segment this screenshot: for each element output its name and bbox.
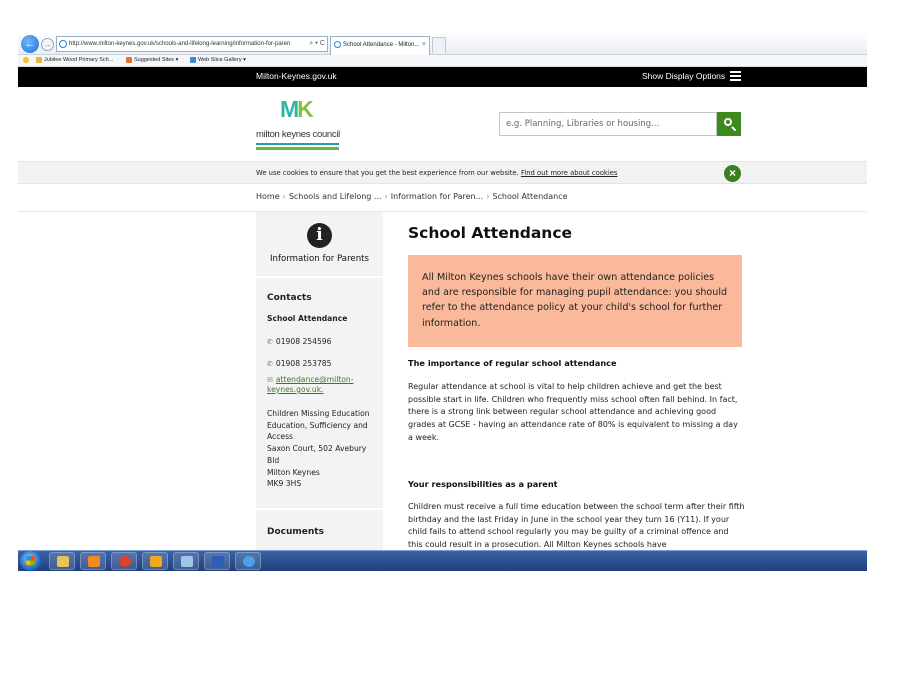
site-favicon-icon (59, 40, 67, 48)
taskbar-internet-explorer[interactable] (235, 552, 261, 570)
new-tab-button[interactable] (432, 37, 446, 53)
sidebar (256, 212, 383, 571)
hamburger-icon[interactable] (730, 71, 741, 82)
search-input[interactable]: e.g. Planning, Libraries or housing... (499, 112, 717, 136)
file-explorer-icon (57, 556, 69, 567)
contact-address: Children Missing Education Education, Sufficiency and Access Saxon Court, 502 Avebury Bld Milton Keynes MK9 3HS (267, 409, 370, 489)
sidebar-heading[interactable]: Information for Parents (269, 254, 369, 264)
url-text: http://www.milton-keynes.gov.uk/schools-and-lifelong-learning/information-for-paren (69, 41, 291, 47)
section-importance-text: Regular attendance at school is vital to help children achieve and get the best possible start in life. Children who frequently miss school often fall behind. In fact, there is a strong link between regular school attendance and achieving good grades at GCSE - having an attendance rate of 80% is equivalent to missing a day a week. (408, 382, 738, 442)
address-bar[interactable] (56, 36, 328, 52)
favorite-web-slice-gallery[interactable]: Web Slice Gallery ▾ (190, 55, 246, 66)
folders-icon (181, 556, 193, 567)
section-importance-title: The importance of regular school attendance (408, 358, 617, 368)
breadcrumb-home[interactable]: Home (256, 192, 280, 201)
favorites-bar (18, 55, 867, 67)
cookie-close-icon[interactable]: × (724, 165, 741, 182)
cookie-message: We use cookies to ensure that you get the best experience from our website. Find out more about cookies (256, 169, 618, 177)
back-button[interactable]: ← (21, 35, 39, 53)
page-title: School Attendance (408, 224, 573, 242)
display-options-link[interactable]: Show Display Options (642, 71, 726, 81)
taskbar-word[interactable] (204, 552, 230, 570)
email-link[interactable]: attendance@milton-keynes.gov.uk. (267, 375, 354, 394)
phone-1[interactable]: ✆ 01908 254596 (267, 337, 332, 346)
tab-close-icon[interactable]: × (421, 41, 426, 48)
info-icon: i (307, 223, 332, 248)
screenshot-frame (18, 25, 867, 571)
browser-toolbar (18, 33, 867, 55)
address-tools[interactable]: ⌕ ▾ C (307, 37, 325, 51)
folder-icon (36, 57, 42, 63)
word-icon (212, 556, 224, 567)
phone-icon: ✆ (267, 360, 273, 368)
council-name: milton keynes council (256, 129, 340, 140)
breadcrumb-current: School Attendance (492, 192, 568, 201)
favorites-star-icon[interactable] (23, 55, 31, 66)
contacts-title: Contacts (267, 293, 312, 303)
documents-title: Documents (267, 527, 324, 537)
forward-button[interactable]: → (41, 38, 54, 51)
windows-logo-icon (26, 556, 35, 565)
search-icon (724, 118, 732, 126)
site-top-bar (18, 67, 867, 87)
media-player-icon (88, 556, 100, 567)
cookie-info-link[interactable]: Find out more about cookies (520, 169, 618, 177)
windows-taskbar (18, 550, 867, 571)
breadcrumb-schools[interactable]: Schools and Lifelong ... (288, 192, 382, 201)
council-logo[interactable] (256, 97, 342, 153)
phone-2[interactable]: ✆ 01908 253785 (267, 359, 332, 368)
mk-logo-mark: MK (280, 96, 312, 122)
favorite-suggested-sites[interactable]: Suggested Sites ▾ (126, 55, 178, 66)
taskbar-folders[interactable] (173, 552, 199, 570)
tab-school-attendance[interactable] (330, 36, 430, 55)
chrome-icon (119, 556, 131, 567)
tab-title: School Attendance - Milton... (343, 42, 420, 48)
outlook-icon (150, 556, 162, 567)
breadcrumb-information[interactable]: Information for Paren... (390, 192, 484, 201)
start-button[interactable] (20, 551, 41, 571)
internet-explorer-icon (243, 556, 255, 567)
taskbar-outlook[interactable] (142, 552, 168, 570)
attendance-callout: All Milton Keynes schools have their own attendance policies and are responsible for managing pupil attendance: you should refer to the attendance policy at your child's school for further information. (408, 255, 742, 347)
breadcrumb: Home › Schools and Lifelong ... › Information for Paren... › School Attendance (256, 192, 568, 201)
tab-favicon-icon (334, 41, 341, 48)
taskbar-file-explorer[interactable] (49, 552, 75, 570)
suggested-sites-icon (126, 57, 132, 63)
favorite-jubilee-wood[interactable]: Jubilee Wood Primary Sch... (36, 55, 113, 66)
web-slice-icon (190, 57, 196, 63)
contact-name: School Attendance (267, 314, 348, 323)
contact-email (267, 375, 377, 395)
search-button[interactable] (717, 112, 741, 136)
taskbar-media-player[interactable] (80, 552, 106, 570)
email-icon: ✉ (267, 376, 273, 384)
section-responsibilities-text: Children must receive a full time education between the school term after their fifth birthday and the last Friday in June in the school year they turn 16 (Y11). If your child fails to attend school regularly you may be guilty of a criminal offence and this could result in a prosecution. All Milton Keynes schools have (408, 502, 745, 550)
site-domain-link[interactable]: Milton-Keynes.gov.uk (256, 71, 337, 81)
section-responsibilities-title: Your responsibilities as a parent (408, 479, 558, 489)
cookie-banner (18, 161, 867, 184)
taskbar-chrome[interactable] (111, 552, 137, 570)
phone-icon: ✆ (267, 338, 273, 346)
